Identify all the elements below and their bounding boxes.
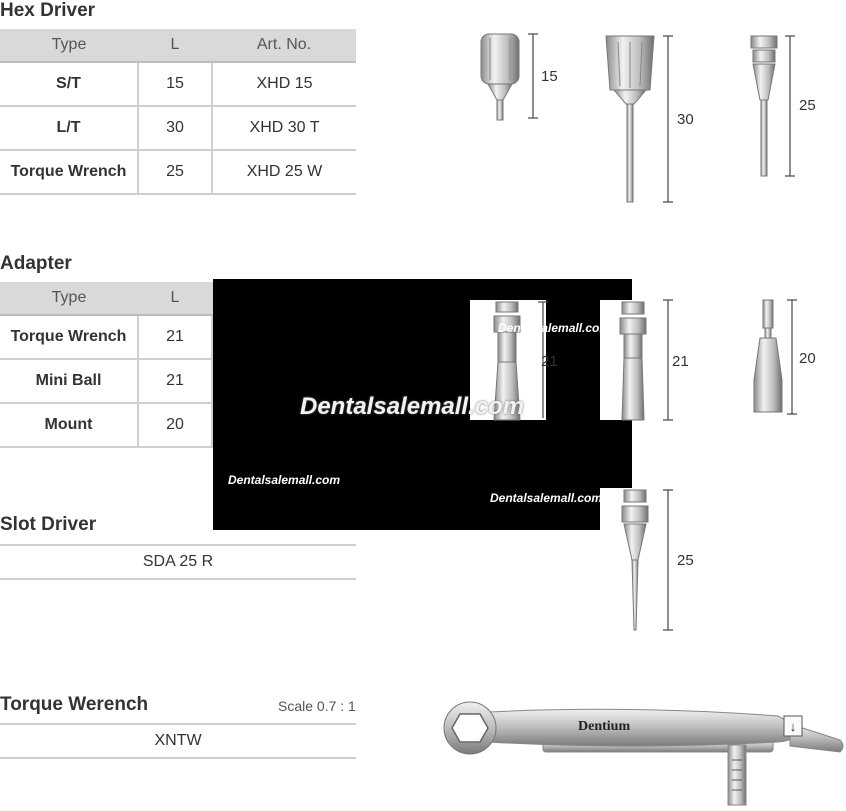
cell-length: 15 (138, 62, 212, 106)
col-header-art-no: Art. No. (212, 29, 356, 62)
watermark-text-large: Dentalsalemall.com (300, 393, 525, 420)
col-header-type: Type (0, 282, 138, 315)
dim-label: 25 (677, 552, 694, 569)
torque-wrench-illustration (444, 702, 843, 805)
slot-driver-illustration (600, 488, 660, 630)
hex-driver-lt-illustration (606, 36, 654, 202)
cell-length: 25 (138, 150, 212, 194)
hex-driver-st-illustration (481, 34, 519, 120)
cell-length: 21 (138, 315, 212, 359)
cell-length: 20 (138, 403, 212, 447)
cell-type: L/T (0, 106, 138, 150)
cell-art-no: XHD 25 W (212, 150, 356, 194)
col-header-length: L (138, 29, 212, 62)
dim-label: 30 (677, 111, 694, 128)
adapter-title: Adapter (0, 253, 72, 274)
hex-driver-title: Hex Driver (0, 0, 96, 21)
slot-driver-title: Slot Driver (0, 514, 97, 535)
cell-art-no: XHD 30 T (212, 106, 356, 150)
svg-text:↓: ↓ (789, 719, 797, 734)
watermark-text-small: Dentalsalemall.com (228, 473, 341, 487)
dimension-lines-slot (663, 490, 673, 630)
dim-label: 20 (799, 350, 816, 367)
adapter-miniball-illustration (600, 300, 660, 420)
cell-type: Torque Wrench (0, 315, 138, 359)
dim-label: 15 (541, 68, 558, 85)
scale-label: Scale 0.7 : 1 (278, 698, 356, 714)
dim-label: 21 (541, 353, 558, 370)
watermark-text-small: Dentalsalemall.com (490, 491, 603, 505)
col-header-type: Type (0, 29, 138, 62)
cell-art-no: XHD 15 (212, 62, 356, 106)
watermark-text-small: Dentalsalemall.com (498, 321, 611, 335)
cell-type: Torque Wrench (0, 150, 138, 194)
slot-driver-art-no: SDA 25 R (0, 544, 356, 580)
adapter-mount-illustration (754, 300, 782, 412)
cell-type: S/T (0, 62, 138, 106)
col-header-length: L (138, 282, 212, 315)
cell-length: 21 (138, 359, 212, 403)
wrench-brand: Dentium (578, 719, 631, 734)
dim-label: 21 (672, 353, 689, 370)
torque-wrench-art-no: XNTW (0, 723, 356, 759)
dim-label: 25 (799, 97, 816, 114)
cell-length: 30 (138, 106, 212, 150)
cell-type: Mount (0, 403, 138, 447)
hex-driver-tw-illustration (751, 36, 777, 176)
cell-type: Mini Ball (0, 359, 138, 403)
torque-wrench-title: Torque Werench (0, 694, 149, 715)
